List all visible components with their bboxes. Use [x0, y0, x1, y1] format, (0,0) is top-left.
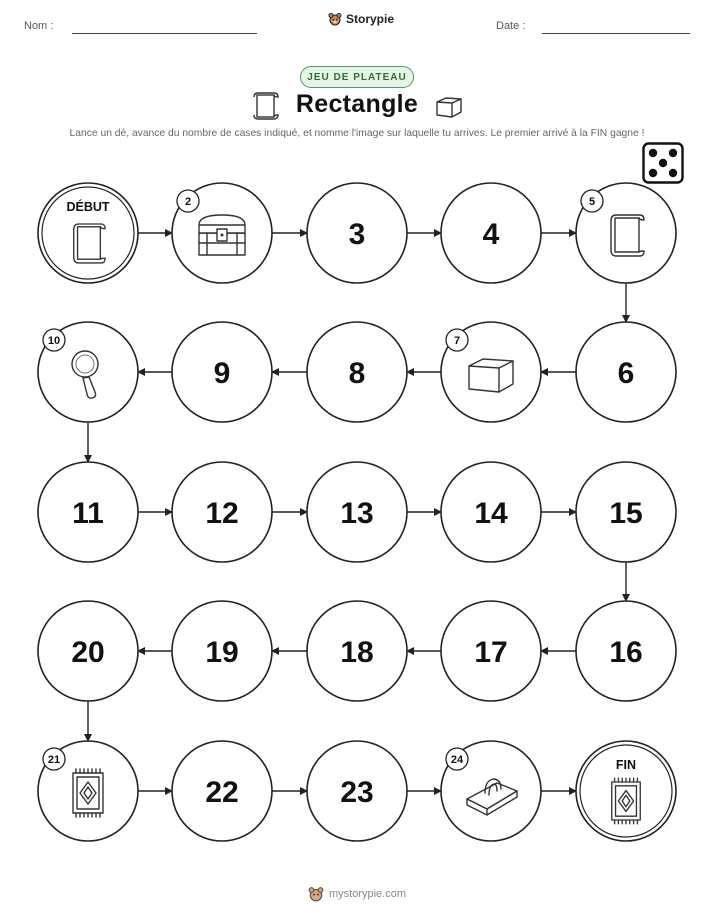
- board-cell: [441, 601, 541, 701]
- cell-number: 18: [340, 636, 374, 669]
- cell-number: 3: [348, 218, 366, 251]
- cell-number: 11: [72, 497, 104, 530]
- date-label: Date :: [496, 20, 526, 32]
- cell-number: 21: [47, 754, 61, 766]
- game-type-badge: JEU DE PLATEAU: [300, 66, 414, 88]
- cell-number: 16: [609, 636, 643, 669]
- cell-number: 23: [340, 776, 374, 809]
- cell-number: 4: [482, 218, 500, 251]
- cell-number: 24: [450, 754, 464, 766]
- cell-number: 17: [474, 636, 508, 669]
- board-cell: [172, 183, 272, 283]
- footer: [0, 886, 714, 902]
- board-cell: [172, 601, 272, 701]
- board-cell: [576, 462, 676, 562]
- start-label: DÉBUT: [66, 200, 110, 214]
- board-cell: [441, 183, 541, 283]
- cell-number: 7: [453, 335, 461, 347]
- board-cell: [441, 322, 541, 422]
- board-cell: [38, 462, 138, 562]
- cube-icon: [469, 359, 513, 392]
- scroll-icon: [611, 215, 644, 256]
- treasure-chest-icon: [199, 215, 245, 255]
- board-cell: [307, 462, 407, 562]
- cell-number: 5: [588, 196, 596, 208]
- board-cell: [576, 183, 676, 283]
- cell-number: 14: [474, 497, 508, 530]
- cell-number: 10: [47, 335, 61, 347]
- board-cell: [172, 462, 272, 562]
- brand-name: Storypie: [346, 12, 395, 26]
- board-cell: [38, 322, 138, 422]
- footer-url: mystorypie.com: [328, 888, 407, 900]
- cell-number: 6: [617, 357, 635, 390]
- scroll-icon: [74, 224, 105, 263]
- cell-number: 15: [609, 497, 643, 530]
- board-cell: [307, 741, 407, 841]
- name-label: Nom :: [24, 20, 54, 32]
- board-cell: [38, 183, 138, 283]
- board-cell: [172, 741, 272, 841]
- board-cell: [307, 322, 407, 422]
- cell-number: 8: [348, 357, 366, 390]
- board-cell: [307, 183, 407, 283]
- board-cell: [172, 322, 272, 422]
- cell-number: 13: [340, 497, 374, 530]
- cell-number: 22: [205, 776, 239, 809]
- cell-number: 2: [184, 196, 192, 208]
- cell-number: 12: [205, 497, 239, 530]
- rug-icon: [612, 778, 641, 824]
- bear-logo-icon: [308, 886, 324, 902]
- rug-icon: [73, 769, 103, 817]
- board-cell: [576, 601, 676, 701]
- cell-number: 9: [213, 357, 231, 390]
- cell-number: 20: [71, 636, 105, 669]
- page-title: Rectangle: [295, 90, 419, 118]
- instructions: Lance un dé, avance du nombre de cases indiqué, et nomme l'image sur laquelle tu arrives. Le premier arrivé à la FIN gagne !: [69, 128, 645, 139]
- board-cell: [576, 741, 676, 841]
- board-cell: [307, 601, 407, 701]
- board-cell: [38, 601, 138, 701]
- finish-label: FIN: [615, 758, 637, 772]
- board-cell: [576, 322, 676, 422]
- cell-number: 19: [205, 636, 239, 669]
- board-cell: [38, 741, 138, 841]
- board-cell: [441, 462, 541, 562]
- board-cell: [441, 741, 541, 841]
